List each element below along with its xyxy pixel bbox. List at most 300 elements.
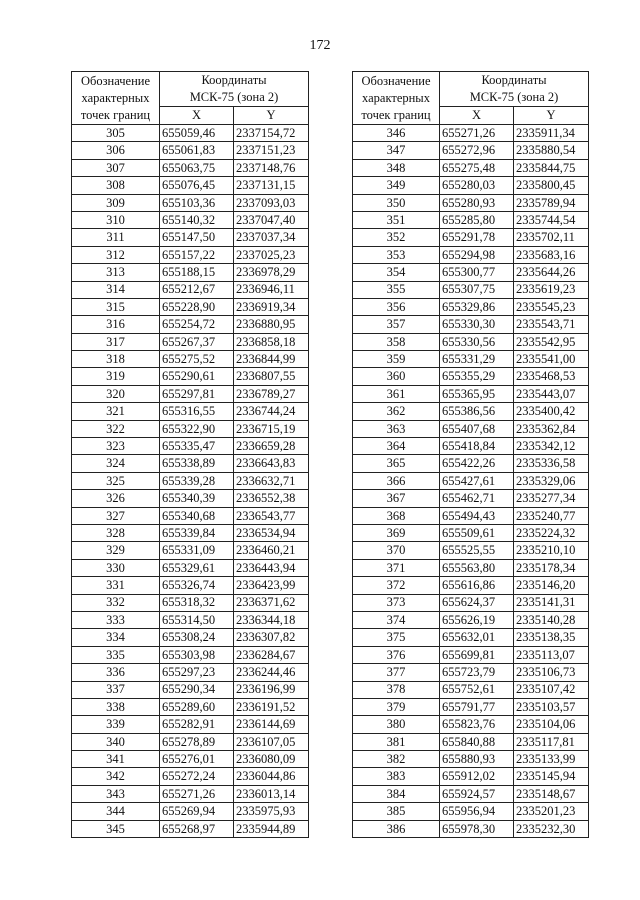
table-row — [353, 803, 589, 820]
point-number-cell: 339 — [72, 716, 160, 733]
x-coordinate-cell: 655407,68 — [440, 420, 514, 437]
table-row — [72, 559, 309, 576]
table-row — [353, 229, 589, 246]
x-coordinate-cell: 655329,61 — [160, 559, 234, 576]
point-number-cell: 343 — [72, 785, 160, 802]
point-number-cell: 385 — [353, 803, 440, 820]
point-number-cell: 341 — [72, 751, 160, 768]
x-coordinate-cell: 655212,67 — [160, 281, 234, 298]
y-coordinate-cell: 2336659,28 — [234, 438, 309, 455]
table-row — [353, 559, 589, 576]
y-coordinate-cell: 2336807,55 — [234, 368, 309, 385]
point-number-cell: 328 — [72, 524, 160, 541]
point-number-cell: 309 — [72, 194, 160, 211]
x-coordinate-cell: 655329,86 — [440, 298, 514, 315]
y-coordinate-cell: 2336244,46 — [234, 664, 309, 681]
y-header: Y — [234, 107, 309, 125]
table-row — [353, 681, 589, 698]
point-number-cell: 375 — [353, 629, 440, 646]
x-coordinate-cell: 655272,96 — [440, 142, 514, 159]
x-coordinate-cell: 655280,93 — [440, 194, 514, 211]
x-coordinate-cell: 655059,46 — [160, 125, 234, 142]
table-row — [353, 490, 589, 507]
x-coordinate-cell: 655228,90 — [160, 298, 234, 315]
x-coordinate-cell: 655063,75 — [160, 159, 234, 176]
table-row — [353, 368, 589, 385]
table-row — [353, 629, 589, 646]
table-row — [353, 420, 589, 437]
point-number-cell: 324 — [72, 455, 160, 472]
table-row — [72, 472, 309, 489]
y-coordinate-cell: 2335104,06 — [514, 716, 589, 733]
page-number: 172 — [309, 38, 331, 53]
y-coordinate-cell: 2337037,34 — [234, 229, 309, 246]
y-coordinate-cell: 2335542,95 — [514, 333, 589, 350]
point-number-cell: 307 — [72, 159, 160, 176]
y-coordinate-cell: 2335329,06 — [514, 472, 589, 489]
y-coordinate-cell: 2336144,69 — [234, 716, 309, 733]
table-row — [72, 264, 309, 281]
table-row — [353, 455, 589, 472]
point-number-cell: 368 — [353, 507, 440, 524]
point-number-cell: 365 — [353, 455, 440, 472]
point-number-cell: 322 — [72, 420, 160, 437]
table-row — [353, 594, 589, 611]
x-header: X — [160, 107, 234, 125]
y-coordinate-cell: 2336946,11 — [234, 281, 309, 298]
table-row — [353, 211, 589, 228]
y-coordinate-cell: 2335336,58 — [514, 455, 589, 472]
point-number-cell: 312 — [72, 246, 160, 263]
y-coordinate-cell: 2336044,86 — [234, 768, 309, 785]
table-body — [353, 72, 589, 838]
coordinates-table-right — [352, 71, 589, 838]
x-coordinate-cell: 655300,77 — [440, 264, 514, 281]
y-coordinate-cell: 2336344,18 — [234, 611, 309, 628]
y-coordinate-cell: 2337093,03 — [234, 194, 309, 211]
y-coordinate-cell: 2336443,94 — [234, 559, 309, 576]
y-coordinate-cell: 2335880,54 — [514, 142, 589, 159]
table-row — [72, 159, 309, 176]
coordinates-header-line: Координаты — [201, 73, 267, 87]
y-coordinate-cell: 2335789,94 — [514, 194, 589, 211]
y-coordinate-cell: 2335683,16 — [514, 246, 589, 263]
y-header: Y — [514, 107, 589, 125]
y-coordinate-cell: 2336191,52 — [234, 698, 309, 715]
y-coordinate-cell: 2335644,26 — [514, 264, 589, 281]
designation-header-line: Обозначение — [361, 73, 431, 88]
y-coordinate-cell: 2336844,99 — [234, 351, 309, 368]
point-number-cell: 376 — [353, 646, 440, 663]
x-coordinate-cell: 655330,30 — [440, 316, 514, 333]
point-number-cell: 378 — [353, 681, 440, 698]
y-coordinate-cell: 2335277,34 — [514, 490, 589, 507]
y-coordinate-cell: 2335178,34 — [514, 559, 589, 576]
point-number-cell: 384 — [353, 785, 440, 802]
coordinates-table-left — [71, 71, 309, 838]
x-coordinate-cell: 655386,56 — [440, 403, 514, 420]
table-row — [72, 507, 309, 524]
designation-header-line: точек границ — [361, 107, 431, 122]
table-row — [72, 733, 309, 750]
designation-header — [353, 72, 440, 125]
table-row — [72, 542, 309, 559]
point-number-cell: 349 — [353, 177, 440, 194]
y-coordinate-cell: 2336632,71 — [234, 472, 309, 489]
x-coordinate-cell: 655271,26 — [440, 125, 514, 142]
table-row — [72, 177, 309, 194]
point-number-cell: 305 — [72, 125, 160, 142]
table-row — [72, 785, 309, 802]
point-number-cell: 354 — [353, 264, 440, 281]
y-coordinate-cell: 2335911,34 — [514, 125, 589, 142]
y-coordinate-cell: 2337148,76 — [234, 159, 309, 176]
table-row — [72, 803, 309, 820]
y-coordinate-cell: 2335844,75 — [514, 159, 589, 176]
y-coordinate-cell: 2335107,42 — [514, 681, 589, 698]
table-row — [353, 177, 589, 194]
y-coordinate-cell: 2335140,28 — [514, 611, 589, 628]
x-coordinate-cell: 655282,91 — [160, 716, 234, 733]
table-row — [72, 611, 309, 628]
x-coordinate-cell: 655254,72 — [160, 316, 234, 333]
point-number-cell: 359 — [353, 351, 440, 368]
table-row — [353, 159, 589, 176]
point-number-cell: 314 — [72, 281, 160, 298]
y-coordinate-cell: 2337151,23 — [234, 142, 309, 159]
y-coordinate-cell: 2335541,00 — [514, 351, 589, 368]
x-coordinate-cell: 655624,37 — [440, 594, 514, 611]
designation-header — [72, 72, 160, 125]
point-number-cell: 329 — [72, 542, 160, 559]
table-row — [72, 438, 309, 455]
x-coordinate-cell: 655290,61 — [160, 368, 234, 385]
x-coordinate-cell: 655316,55 — [160, 403, 234, 420]
point-number-cell: 355 — [353, 281, 440, 298]
point-number-cell: 352 — [353, 229, 440, 246]
x-coordinate-cell: 655303,98 — [160, 646, 234, 663]
table-row — [72, 385, 309, 402]
y-coordinate-cell: 2336643,83 — [234, 455, 309, 472]
coordinates-header-line: Координаты — [481, 73, 547, 87]
table-row — [72, 664, 309, 681]
x-coordinate-cell: 655289,60 — [160, 698, 234, 715]
x-coordinate-cell: 655278,89 — [160, 733, 234, 750]
y-coordinate-cell: 2335201,23 — [514, 803, 589, 820]
y-coordinate-cell: 2335944,89 — [234, 820, 309, 837]
point-number-cell: 333 — [72, 611, 160, 628]
y-coordinate-cell: 2336978,29 — [234, 264, 309, 281]
x-coordinate-cell: 655269,94 — [160, 803, 234, 820]
point-number-cell: 337 — [72, 681, 160, 698]
x-coordinate-cell: 655723,79 — [440, 664, 514, 681]
coordinates-header — [160, 72, 309, 107]
point-number-cell: 369 — [353, 524, 440, 541]
x-coordinate-cell: 655335,47 — [160, 438, 234, 455]
x-coordinate-cell: 655140,32 — [160, 211, 234, 228]
table-row — [353, 542, 589, 559]
table-row — [353, 281, 589, 298]
y-coordinate-cell: 2336744,24 — [234, 403, 309, 420]
x-coordinate-cell: 655418,84 — [440, 438, 514, 455]
x-coordinate-cell: 655616,86 — [440, 577, 514, 594]
y-coordinate-cell: 2336107,05 — [234, 733, 309, 750]
point-number-cell: 345 — [72, 820, 160, 837]
y-coordinate-cell: 2335543,71 — [514, 316, 589, 333]
y-coordinate-cell: 2335619,23 — [514, 281, 589, 298]
x-coordinate-cell: 655626,19 — [440, 611, 514, 628]
x-coordinate-cell: 655339,84 — [160, 524, 234, 541]
y-coordinate-cell: 2335232,30 — [514, 820, 589, 837]
table-row — [353, 316, 589, 333]
table-row — [72, 490, 309, 507]
point-number-cell: 362 — [353, 403, 440, 420]
point-number-cell: 331 — [72, 577, 160, 594]
y-coordinate-cell: 2336543,77 — [234, 507, 309, 524]
table-row — [72, 229, 309, 246]
table-row — [72, 368, 309, 385]
y-coordinate-cell: 2335975,93 — [234, 803, 309, 820]
y-coordinate-cell: 2335117,81 — [514, 733, 589, 750]
point-number-cell: 360 — [353, 368, 440, 385]
point-number-cell: 374 — [353, 611, 440, 628]
table-row — [72, 316, 309, 333]
table-row — [72, 246, 309, 263]
point-number-cell: 353 — [353, 246, 440, 263]
x-coordinate-cell: 655268,97 — [160, 820, 234, 837]
x-coordinate-cell: 655525,55 — [440, 542, 514, 559]
designation-header-line: характерных — [362, 90, 430, 105]
table-row — [72, 194, 309, 211]
point-number-cell: 306 — [72, 142, 160, 159]
x-coordinate-cell: 655427,61 — [440, 472, 514, 489]
x-coordinate-cell: 655157,22 — [160, 246, 234, 263]
point-number-cell: 330 — [72, 559, 160, 576]
x-coordinate-cell: 655956,94 — [440, 803, 514, 820]
point-number-cell: 323 — [72, 438, 160, 455]
point-number-cell: 356 — [353, 298, 440, 315]
coordinates-header — [440, 72, 589, 107]
y-coordinate-cell: 2337025,23 — [234, 246, 309, 263]
y-coordinate-cell: 2337154,72 — [234, 125, 309, 142]
table-row — [72, 455, 309, 472]
point-number-cell: 332 — [72, 594, 160, 611]
y-coordinate-cell: 2335138,35 — [514, 629, 589, 646]
y-coordinate-cell: 2336013,14 — [234, 785, 309, 802]
x-coordinate-cell: 655147,50 — [160, 229, 234, 246]
table-row — [72, 577, 309, 594]
table-row — [353, 298, 589, 315]
point-number-cell: 348 — [353, 159, 440, 176]
point-number-cell: 386 — [353, 820, 440, 837]
y-coordinate-cell: 2335133,99 — [514, 751, 589, 768]
point-number-cell: 338 — [72, 698, 160, 715]
table-row — [353, 768, 589, 785]
y-coordinate-cell: 2335342,12 — [514, 438, 589, 455]
point-number-cell: 351 — [353, 211, 440, 228]
y-coordinate-cell: 2337131,15 — [234, 177, 309, 194]
x-coordinate-cell: 655462,71 — [440, 490, 514, 507]
x-coordinate-cell: 655924,57 — [440, 785, 514, 802]
point-number-cell: 364 — [353, 438, 440, 455]
designation-header-line: точек границ — [80, 107, 151, 122]
x-coordinate-cell: 655294,98 — [440, 246, 514, 263]
x-coordinate-cell: 655331,29 — [440, 351, 514, 368]
y-coordinate-cell: 2335443,07 — [514, 385, 589, 402]
point-number-cell: 315 — [72, 298, 160, 315]
y-coordinate-cell: 2336858,18 — [234, 333, 309, 350]
table-row — [353, 524, 589, 541]
table-row — [72, 629, 309, 646]
table-row — [72, 751, 309, 768]
point-number-cell: 380 — [353, 716, 440, 733]
x-coordinate-cell: 655752,61 — [440, 681, 514, 698]
point-number-cell: 335 — [72, 646, 160, 663]
x-coordinate-cell: 655632,01 — [440, 629, 514, 646]
table-row — [72, 333, 309, 350]
x-coordinate-cell: 655340,68 — [160, 507, 234, 524]
coordinates-header-line: МСК-75 (зона 2) — [189, 90, 279, 104]
x-coordinate-cell: 655314,50 — [160, 611, 234, 628]
table-row — [353, 733, 589, 750]
x-coordinate-cell: 655823,76 — [440, 716, 514, 733]
table-row — [353, 577, 589, 594]
point-number-cell: 318 — [72, 351, 160, 368]
point-number-cell: 371 — [353, 559, 440, 576]
designation-header-line: Обозначение — [80, 73, 151, 88]
x-coordinate-cell: 655307,75 — [440, 281, 514, 298]
y-coordinate-cell: 2335145,94 — [514, 768, 589, 785]
y-coordinate-cell: 2335224,32 — [514, 524, 589, 541]
x-coordinate-cell: 655340,39 — [160, 490, 234, 507]
y-coordinate-cell: 2335545,23 — [514, 298, 589, 315]
point-number-cell: 361 — [353, 385, 440, 402]
y-coordinate-cell: 2336552,38 — [234, 490, 309, 507]
table-row — [353, 438, 589, 455]
x-coordinate-cell: 655275,48 — [440, 159, 514, 176]
table-row — [72, 646, 309, 663]
table-row — [353, 820, 589, 837]
table-row — [353, 385, 589, 402]
point-number-cell: 319 — [72, 368, 160, 385]
y-coordinate-cell: 2335744,54 — [514, 211, 589, 228]
table-row — [72, 211, 309, 228]
x-coordinate-cell: 655308,24 — [160, 629, 234, 646]
y-coordinate-cell: 2336919,34 — [234, 298, 309, 315]
y-coordinate-cell: 2336460,21 — [234, 542, 309, 559]
x-coordinate-cell: 655422,26 — [440, 455, 514, 472]
y-coordinate-cell: 2336534,94 — [234, 524, 309, 541]
coordinates-header-line: МСК-75 (зона 2) — [469, 90, 559, 104]
table-row — [353, 751, 589, 768]
y-coordinate-cell: 2337047,40 — [234, 211, 309, 228]
x-coordinate-cell: 655267,37 — [160, 333, 234, 350]
point-number-cell: 336 — [72, 664, 160, 681]
table-row — [72, 698, 309, 715]
x-coordinate-cell: 655326,74 — [160, 577, 234, 594]
x-coordinate-cell: 655061,83 — [160, 142, 234, 159]
table-row — [72, 351, 309, 368]
point-number-cell: 311 — [72, 229, 160, 246]
y-coordinate-cell: 2335103,57 — [514, 698, 589, 715]
x-coordinate-cell: 655076,45 — [160, 177, 234, 194]
point-number-cell: 320 — [72, 385, 160, 402]
x-coordinate-cell: 655318,32 — [160, 594, 234, 611]
point-number-cell: 347 — [353, 142, 440, 159]
table-row — [72, 681, 309, 698]
table-row — [72, 125, 309, 142]
point-number-cell: 340 — [72, 733, 160, 750]
y-coordinate-cell: 2335106,73 — [514, 664, 589, 681]
y-coordinate-cell: 2336196,99 — [234, 681, 309, 698]
x-coordinate-cell: 655494,43 — [440, 507, 514, 524]
table-row — [353, 611, 589, 628]
x-coordinate-cell: 655103,36 — [160, 194, 234, 211]
y-coordinate-cell: 2335362,84 — [514, 420, 589, 437]
point-number-cell: 317 — [72, 333, 160, 350]
point-number-cell: 367 — [353, 490, 440, 507]
x-coordinate-cell: 655280,03 — [440, 177, 514, 194]
point-number-cell: 316 — [72, 316, 160, 333]
table-row — [353, 646, 589, 663]
table-row — [72, 142, 309, 159]
point-number-cell: 310 — [72, 211, 160, 228]
point-number-cell: 346 — [353, 125, 440, 142]
x-coordinate-cell: 655840,88 — [440, 733, 514, 750]
x-coordinate-cell: 655563,80 — [440, 559, 514, 576]
y-coordinate-cell: 2335702,11 — [514, 229, 589, 246]
point-number-cell: 358 — [353, 333, 440, 350]
point-number-cell: 342 — [72, 768, 160, 785]
x-coordinate-cell: 655331,09 — [160, 542, 234, 559]
y-coordinate-cell: 2335146,20 — [514, 577, 589, 594]
table-row — [353, 142, 589, 159]
point-number-cell: 326 — [72, 490, 160, 507]
x-coordinate-cell: 655275,52 — [160, 351, 234, 368]
y-coordinate-cell: 2335113,07 — [514, 646, 589, 663]
y-coordinate-cell: 2336423,99 — [234, 577, 309, 594]
table-row — [353, 264, 589, 281]
x-coordinate-cell: 655509,61 — [440, 524, 514, 541]
point-number-cell: 372 — [353, 577, 440, 594]
table-row — [353, 507, 589, 524]
x-coordinate-cell: 655290,34 — [160, 681, 234, 698]
table-row — [353, 246, 589, 263]
point-number-cell: 334 — [72, 629, 160, 646]
x-coordinate-cell: 655365,95 — [440, 385, 514, 402]
x-coordinate-cell: 655699,81 — [440, 646, 514, 663]
y-coordinate-cell: 2335800,45 — [514, 177, 589, 194]
table-row — [353, 125, 589, 142]
point-number-cell: 363 — [353, 420, 440, 437]
y-coordinate-cell: 2336284,67 — [234, 646, 309, 663]
y-coordinate-cell: 2336371,62 — [234, 594, 309, 611]
point-number-cell: 381 — [353, 733, 440, 750]
x-coordinate-cell: 655285,80 — [440, 211, 514, 228]
y-coordinate-cell: 2335468,53 — [514, 368, 589, 385]
table-row — [72, 716, 309, 733]
point-number-cell: 357 — [353, 316, 440, 333]
x-coordinate-cell: 655339,28 — [160, 472, 234, 489]
table-row — [353, 664, 589, 681]
table-body — [72, 72, 309, 838]
x-coordinate-cell: 655291,78 — [440, 229, 514, 246]
x-coordinate-cell: 655880,93 — [440, 751, 514, 768]
table-row — [353, 403, 589, 420]
designation-header-line: характерных — [81, 90, 150, 105]
x-coordinate-cell: 655338,89 — [160, 455, 234, 472]
x-coordinate-cell: 655791,77 — [440, 698, 514, 715]
